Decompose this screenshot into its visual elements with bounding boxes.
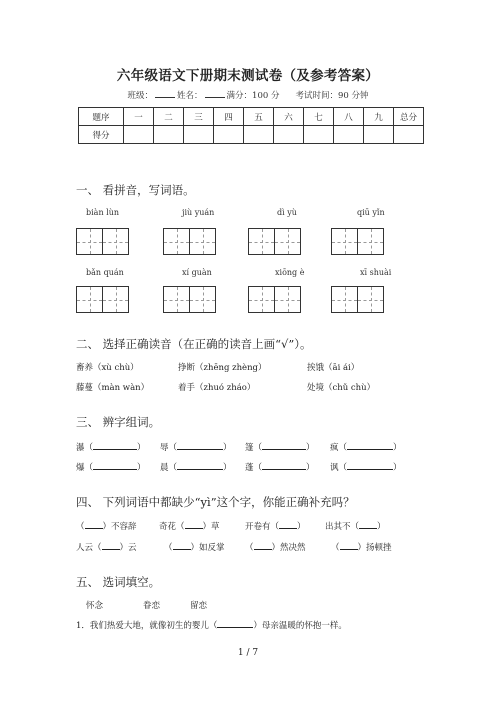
answer-blank[interactable] — [217, 619, 253, 628]
tian-grid[interactable] — [331, 228, 384, 255]
answer-blank[interactable] — [102, 541, 120, 550]
answer-blank[interactable] — [185, 520, 203, 529]
pinyin-label: jiù yuán — [182, 208, 215, 217]
reading-option[interactable]: 挨饿（āi ái） — [307, 363, 360, 373]
score-cell[interactable] — [154, 126, 184, 144]
reading-option[interactable]: 着手（zhuó zháo） — [178, 383, 256, 393]
answer-blank[interactable] — [254, 541, 272, 550]
name-label: 姓名： — [177, 91, 203, 101]
score-cell[interactable] — [184, 126, 214, 144]
page-title: 六年级语文下册期末测试卷（及参考答案） — [116, 68, 380, 84]
reading-option[interactable]: 挣断（zhēng zhèng） — [178, 363, 267, 373]
class-blank[interactable] — [155, 89, 175, 98]
reading-option[interactable]: 藤蔓（màn wàn） — [76, 383, 150, 393]
idiom-item: （ ）不容辞 — [76, 522, 137, 532]
time-info: 考试时间：90 分钟 — [295, 91, 369, 101]
pinyin-label: bǎn quán — [86, 268, 124, 277]
exam-meta — [0, 89, 496, 101]
table-cell: 总分 — [394, 108, 424, 126]
name-blank[interactable] — [205, 89, 225, 98]
answer-blank[interactable] — [262, 461, 306, 470]
word-item: 疯（ ） — [330, 443, 402, 453]
answer-blank[interactable] — [347, 461, 393, 470]
table-cell: 得分 — [79, 126, 124, 144]
section3-heading: 三、 辨字组词。 — [76, 415, 161, 429]
idiom-item: 奇花（ ）草 — [159, 522, 220, 532]
table-cell: 三 — [184, 108, 214, 126]
answer-blank[interactable] — [262, 441, 306, 450]
pinyin-label: biàn lùn — [86, 208, 120, 217]
score-table-header-row — [79, 108, 424, 126]
answer-blank[interactable] — [93, 441, 137, 450]
answer-blank[interactable] — [359, 520, 377, 529]
pinyin-label: xí guàn — [182, 268, 212, 277]
table-cell: 一 — [124, 108, 154, 126]
pinyin-label: xī shuài — [360, 268, 392, 277]
tian-grid[interactable] — [248, 228, 301, 255]
answer-blank[interactable] — [177, 461, 223, 470]
tian-grid[interactable] — [248, 286, 301, 313]
pinyin-label: qiū yǐn — [357, 208, 385, 217]
idiom-item: 人云（ ）云 — [76, 543, 137, 553]
table-cell: 八 — [334, 108, 364, 126]
answer-blank[interactable] — [279, 520, 297, 529]
class-label: 班级： — [127, 91, 154, 101]
word-item: 讽（ ） — [330, 463, 402, 473]
score-cell[interactable] — [304, 126, 334, 144]
reading-option[interactable]: 处境（chǔ chù） — [307, 383, 376, 393]
table-cell: 四 — [214, 108, 244, 126]
word-item: 辱（ ） — [160, 443, 232, 453]
table-cell: 二 — [154, 108, 184, 126]
word-item: 晨（ ） — [160, 463, 232, 473]
word-option: 怀念 — [86, 601, 104, 611]
answer-blank[interactable] — [93, 461, 137, 470]
section5-heading: 五、 选词填空。 — [76, 575, 161, 589]
page-number: 1 / 7 — [237, 648, 259, 658]
table-cell: 七 — [304, 108, 334, 126]
tian-grid[interactable] — [163, 228, 216, 255]
section4-heading: 四、 下列词语中都缺少“yì”这个字，你能正确补充吗？ — [76, 495, 355, 509]
score-cell[interactable] — [214, 126, 244, 144]
score-table-score-row — [79, 126, 424, 144]
score-cell[interactable] — [274, 126, 304, 144]
table-cell: 题序 — [79, 108, 124, 126]
idiom-item: 开卷有（ ） — [245, 522, 306, 532]
table-cell: 五 — [244, 108, 274, 126]
reading-option[interactable]: 畜养（xù chù） — [76, 363, 139, 373]
word-item: 爆（ ） — [76, 463, 146, 473]
answer-blank[interactable] — [340, 541, 358, 550]
word-item: 瀑（ ） — [76, 443, 146, 453]
score-info: 满分：100 分 — [226, 91, 280, 101]
idiom-item: 出其不（ ） — [325, 522, 386, 532]
answer-blank[interactable] — [177, 441, 223, 450]
tian-grid[interactable] — [76, 228, 129, 255]
word-item: 蓬（ ） — [245, 463, 315, 473]
word-option: 留恋 — [190, 601, 208, 611]
score-cell[interactable] — [244, 126, 274, 144]
tian-grid[interactable] — [331, 286, 384, 313]
answer-blank[interactable] — [347, 441, 393, 450]
score-table — [78, 107, 424, 144]
score-cell[interactable] — [364, 126, 394, 144]
word-option: 眷恋 — [143, 601, 161, 611]
question-1: 1．我们热爱大地，就像初生的婴儿（ ）母亲温暖的怀抱一样。 — [76, 621, 347, 631]
tian-grid[interactable] — [163, 286, 216, 313]
table-cell: 九 — [364, 108, 394, 126]
idiom-item: （ ）扬顿挫 — [331, 543, 392, 553]
tian-grid[interactable] — [76, 286, 129, 313]
score-cell[interactable] — [124, 126, 154, 144]
section1-heading: 一、 看拼音，写词语。 — [76, 183, 195, 197]
section2-heading: 二、 选择正确读音（在正确的读音上画“√”）。 — [76, 337, 312, 351]
word-item: 篷（ ） — [245, 443, 315, 453]
answer-blank[interactable] — [85, 520, 103, 529]
score-cell[interactable] — [334, 126, 364, 144]
pinyin-label: dì yù — [277, 208, 297, 217]
answer-blank[interactable] — [173, 541, 191, 550]
pinyin-label: xiōng è — [275, 268, 305, 277]
score-cell[interactable] — [394, 126, 424, 144]
idiom-item: （ ）然决然 — [245, 543, 306, 553]
idiom-item: （ ）如反掌 — [164, 543, 225, 553]
table-cell: 六 — [274, 108, 304, 126]
